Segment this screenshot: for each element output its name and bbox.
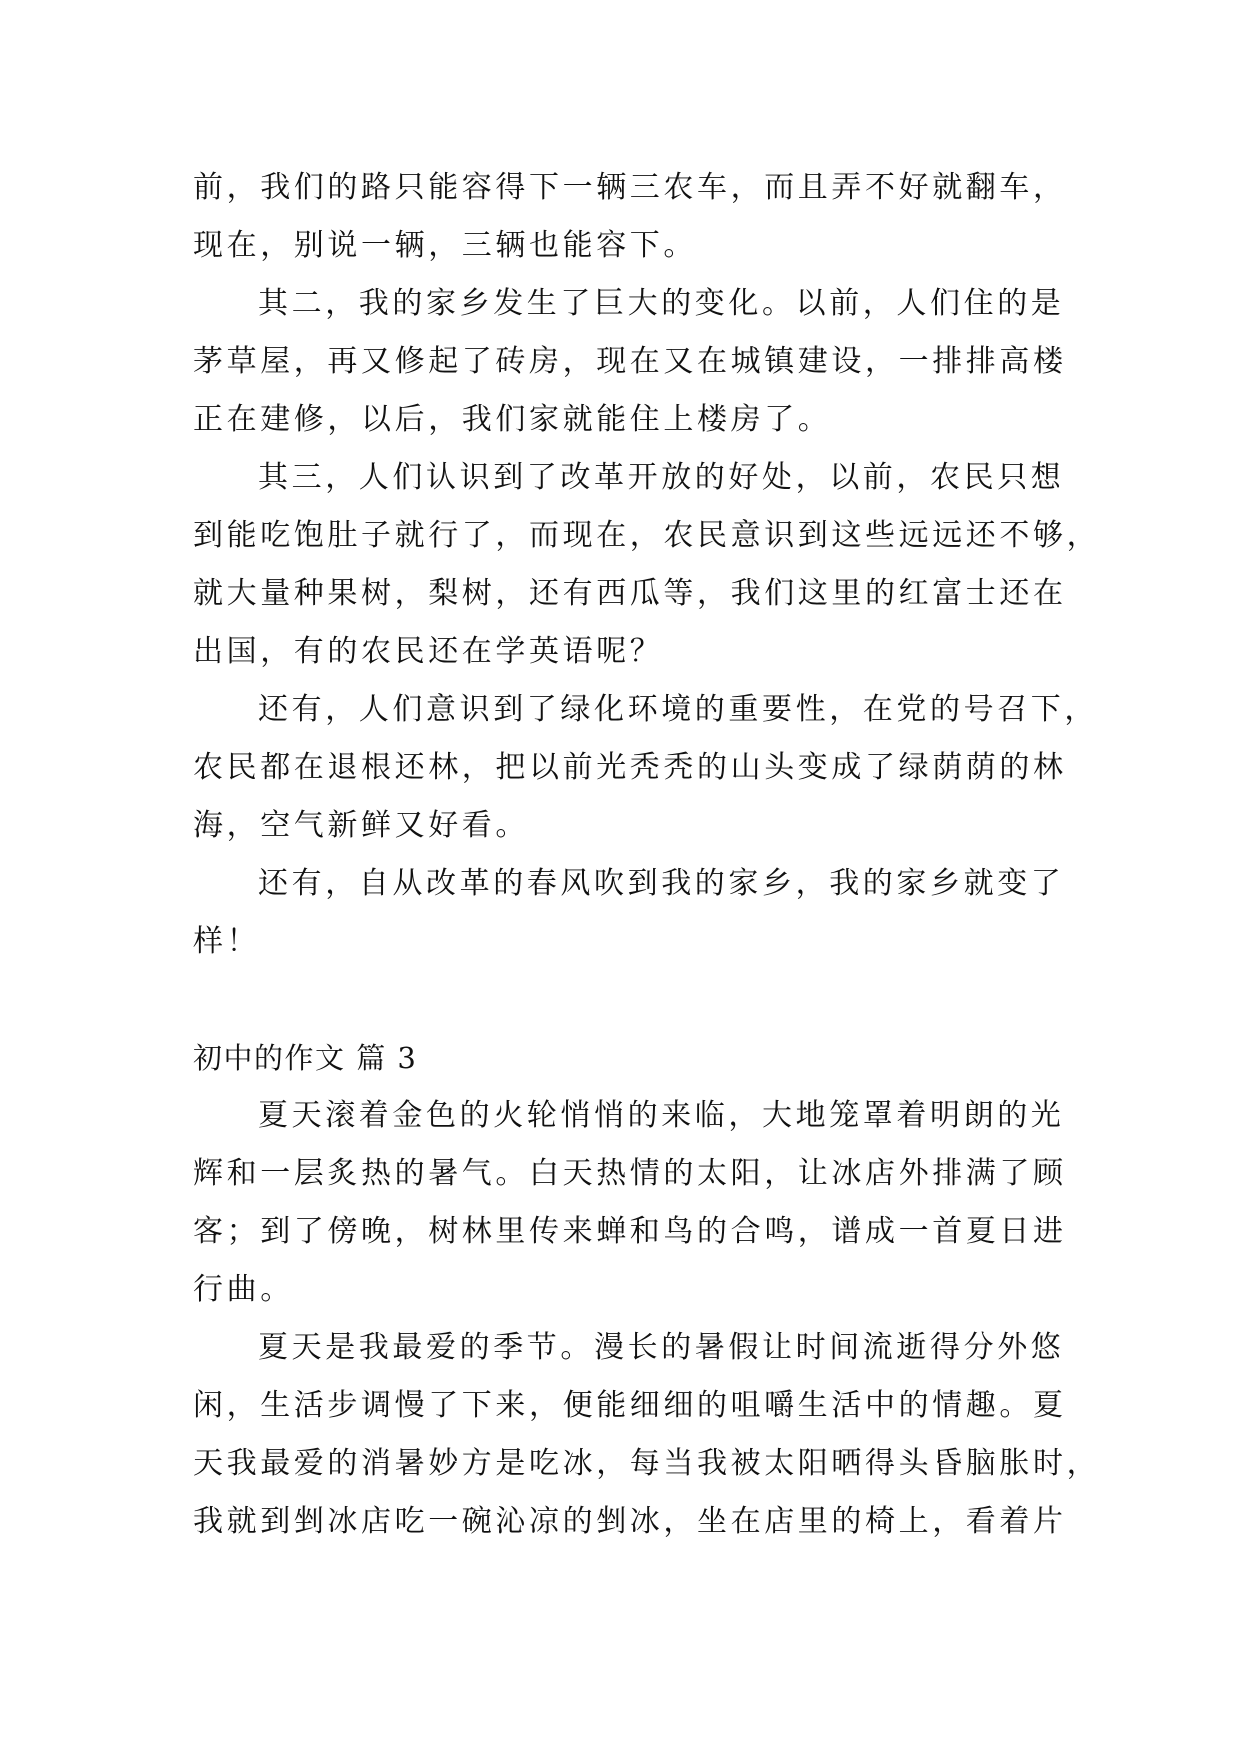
paragraph-line: 行曲。 bbox=[193, 1272, 294, 1307]
paragraph-line: 样！ bbox=[193, 924, 261, 959]
section-heading: 初中的作文 篇 3 bbox=[193, 1041, 418, 1075]
paragraph-line: 海，空气新鲜又好看。 bbox=[193, 808, 529, 843]
paragraph-line: 就大量种果树，梨树，还有西瓜等，我们这里的红富士还在 bbox=[193, 576, 1067, 611]
paragraph-line: 还有，自从改革的春风吹到我的家乡，我的家乡就变了 bbox=[258, 866, 1065, 901]
paragraph-line: 茅草屋，再又修起了砖房，现在又在城镇建设，一排排高楼 bbox=[193, 344, 1067, 379]
paragraph-line: 前，我们的路只能容得下一辆三农车，而且弄不好就翻车， bbox=[193, 170, 1067, 205]
paragraph-line: 天我最爱的消暑妙方是吃冰，每当我被太阳晒得头昏脑胀时， bbox=[193, 1446, 1101, 1481]
paragraph-line: 我就到剉冰店吃一碗沁凉的剉冰，坐在店里的椅上，看着片 bbox=[193, 1504, 1067, 1539]
paragraph-line: 现在，别说一辆，三辆也能容下。 bbox=[193, 228, 697, 263]
paragraph-line: 到能吃饱肚子就行了，而现在，农民意识到这些远远还不够， bbox=[193, 518, 1101, 553]
paragraph-line: 夏天是我最爱的季节。漫长的暑假让时间流逝得分外悠 bbox=[258, 1330, 1065, 1365]
paragraph-line: 辉和一层炙热的暑气。白天热情的太阳，让冰店外排满了顾 bbox=[193, 1156, 1067, 1191]
paragraph-line: 其二，我的家乡发生了巨大的变化。以前，人们住的是 bbox=[258, 286, 1065, 321]
paragraph-line: 闲，生活步调慢了下来，便能细细的咀嚼生活中的情趣。夏 bbox=[193, 1388, 1067, 1423]
paragraph-line: 出国，有的农民还在学英语呢？ bbox=[193, 634, 664, 669]
paragraph-line: 其三，人们认识到了改革开放的好处，以前，农民只想 bbox=[258, 460, 1065, 495]
paragraph-line: 农民都在退根还林，把以前光秃秃的山头变成了绿荫荫的林 bbox=[193, 750, 1067, 785]
paragraph-line: 正在建修，以后，我们家就能住上楼房了。 bbox=[193, 402, 832, 437]
paragraph-line: 夏天滚着金色的火轮悄悄的来临，大地笼罩着明朗的光 bbox=[258, 1098, 1065, 1133]
paragraph-line: 还有，人们意识到了绿化环境的重要性，在党的号召下， bbox=[258, 692, 1098, 727]
paragraph-line: 客；到了傍晚，树林里传来蝉和鸟的合鸣，谱成一首夏日进 bbox=[193, 1214, 1067, 1249]
